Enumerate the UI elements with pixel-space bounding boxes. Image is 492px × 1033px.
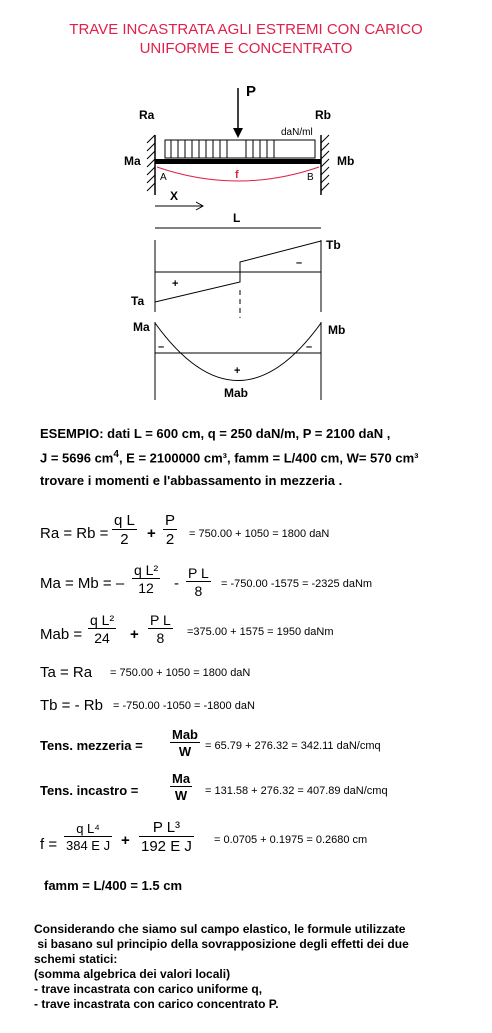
- formula-ma-den1: 12: [132, 578, 160, 596]
- label-L: L: [233, 211, 241, 225]
- formula-ma-rhs: = -750.00 -1575 = -2325 daNm: [221, 578, 373, 590]
- formula-mab-num1: q L²: [90, 612, 115, 628]
- formula-ta-lhs: Ta = Ra: [40, 664, 93, 681]
- uniform-load-hatch: [171, 140, 274, 158]
- label-B: B: [307, 172, 314, 183]
- formula-ma-frac1: [132, 562, 160, 596]
- page-title-line1: TRAVE INCASTRATA AGLI ESTREMI CON CARICO: [69, 21, 423, 38]
- label-P: P: [246, 83, 257, 100]
- formula-tb-lhs: Tb = - Rb: [40, 697, 103, 714]
- formula-ti-frac: [170, 771, 192, 803]
- shear-minus: –: [296, 257, 303, 269]
- formula-mab-lhs: Mab =: [40, 626, 83, 643]
- formula-ra-frac1: [112, 512, 137, 548]
- formula-ma-num2: P L: [188, 565, 209, 581]
- formula-mab-frac2: [148, 612, 173, 646]
- formula-mab-den2: 8: [148, 628, 173, 646]
- note-line: - trave incastrata con carico concentrato P.: [34, 997, 279, 1011]
- note-line: Considerando che siamo sul campo elastico, le formule utilizzate: [34, 922, 406, 936]
- label-Mb: Mb: [337, 154, 355, 168]
- label-Tb: Tb: [326, 238, 341, 252]
- formula-f-num2: P L³: [152, 819, 181, 836]
- label-A: A: [160, 172, 167, 183]
- note-line: schemi statici:: [34, 952, 118, 966]
- example-line2-a: J = 5696 cm: [40, 450, 114, 466]
- formula-ti-num: Ma: [172, 771, 191, 786]
- formula-f-op: +: [121, 832, 130, 849]
- formula-ra-op: +: [147, 525, 156, 542]
- label-Ra: Ra: [139, 108, 155, 122]
- label-Ma-moment: Ma: [133, 320, 150, 334]
- shear-plus: +: [172, 278, 179, 290]
- beam-diagram: [0, 0, 492, 420]
- label-Ma: Ma: [124, 154, 141, 168]
- formula-tm-rhs: = 65.79 + 276.32 = 342.11 daN/cmq: [205, 740, 381, 752]
- note-line: - trave incastrata con carico uniforme q,: [34, 982, 263, 996]
- example-line2-sup: 4: [113, 449, 119, 460]
- page-title-line2: UNIFORME E CONCENTRATO: [139, 40, 353, 57]
- example-line2: [40, 449, 418, 465]
- label-load-unit: daN/ml: [281, 127, 313, 138]
- formula-mab-den1: 24: [88, 628, 116, 646]
- formula-f-frac2: [139, 819, 194, 855]
- formula-mab-frac1: [88, 612, 116, 646]
- formula-ra-den1: 2: [112, 529, 137, 548]
- formula-f-rhs: = 0.0705 + 0.1975 = 0.2680 cm: [214, 834, 368, 846]
- formula-ra-den2: 2: [163, 529, 177, 548]
- example-line2-b: , E = 2100000 cm³, famm = L/400 cm, W= 570 cm³: [118, 450, 419, 466]
- formula-ma-den2: 8: [186, 581, 211, 599]
- example-line1: ESEMPIO: dati L = 600 cm, q = 250 daN/m, P = 2100 daN ,: [40, 426, 391, 441]
- formula-f-lhs: f =: [40, 836, 58, 853]
- formula-mab-num2: P L: [150, 612, 171, 628]
- formula-tb-rhs: = -750.00 -1050 = -1800 daN: [113, 700, 255, 712]
- note-line: (somma algebrica dei valori locali): [34, 967, 231, 981]
- beam: [155, 159, 321, 164]
- label-x: X: [170, 189, 179, 203]
- formula-ma-frac2: [186, 565, 211, 599]
- formula-mab-rhs: =375.00 + 1575 = 1950 daNm: [187, 626, 334, 638]
- moment-minus-right: –: [306, 341, 313, 353]
- load-arrow-head: [233, 128, 243, 138]
- formula-ti-rhs: = 131.58 + 276.32 = 407.89 daN/cmq: [205, 785, 388, 797]
- formula-tm-num: Mab: [172, 727, 198, 742]
- formula-f-den2: 192 E J: [141, 838, 192, 855]
- moment-plus: +: [234, 365, 241, 377]
- formula-ma-num1: q L²: [134, 562, 159, 578]
- left-wall-hatch: [147, 135, 155, 191]
- label-Mab: Mab: [224, 386, 248, 400]
- formula-ra-lhs: Ra = Rb =: [40, 525, 109, 542]
- formula-ra-rhs: = 750.00 + 1050 = 1800 daN: [189, 528, 330, 540]
- formula-ra-num2: P: [165, 512, 176, 529]
- formula-ti-lhs: Tens. incastro =: [40, 783, 139, 798]
- uniform-load-box: [165, 140, 315, 158]
- formula-ti-den: W: [170, 786, 192, 803]
- label-Mb-moment: Mb: [328, 323, 346, 337]
- formula-tm-den: W: [170, 742, 200, 759]
- formula-ma-lhs: Ma = Mb = –: [40, 575, 125, 592]
- formula-f-frac1: [64, 821, 112, 853]
- formula-famm: famm = L/400 = 1.5 cm: [44, 878, 183, 893]
- moment-minus-left: –: [158, 341, 165, 353]
- formula-ma-op: -: [174, 575, 179, 592]
- right-wall-hatch: [321, 135, 329, 191]
- formula-tm-lhs: Tens. mezzeria =: [40, 738, 143, 753]
- label-Ta: Ta: [131, 294, 145, 308]
- note-line: si basano sul principio della sovrapposizione degli effetti dei due: [34, 937, 409, 951]
- formula-tm-frac: [170, 727, 200, 759]
- formula-f-num1: q L⁴: [76, 821, 100, 836]
- formula-f-den1: 384 E J: [66, 838, 111, 853]
- example-line3: trovare i momenti e l'abbassamento in mezzeria .: [40, 473, 343, 488]
- formula-ta-rhs: = 750.00 + 1050 = 1800 daN: [110, 667, 251, 679]
- formula-mab-op: +: [130, 626, 139, 643]
- formula-ra-num1: q L: [114, 512, 135, 529]
- notes-block: [34, 922, 409, 1012]
- label-Rb: Rb: [315, 108, 331, 122]
- formula-ra-frac2: [163, 512, 177, 548]
- label-f: f: [235, 169, 239, 181]
